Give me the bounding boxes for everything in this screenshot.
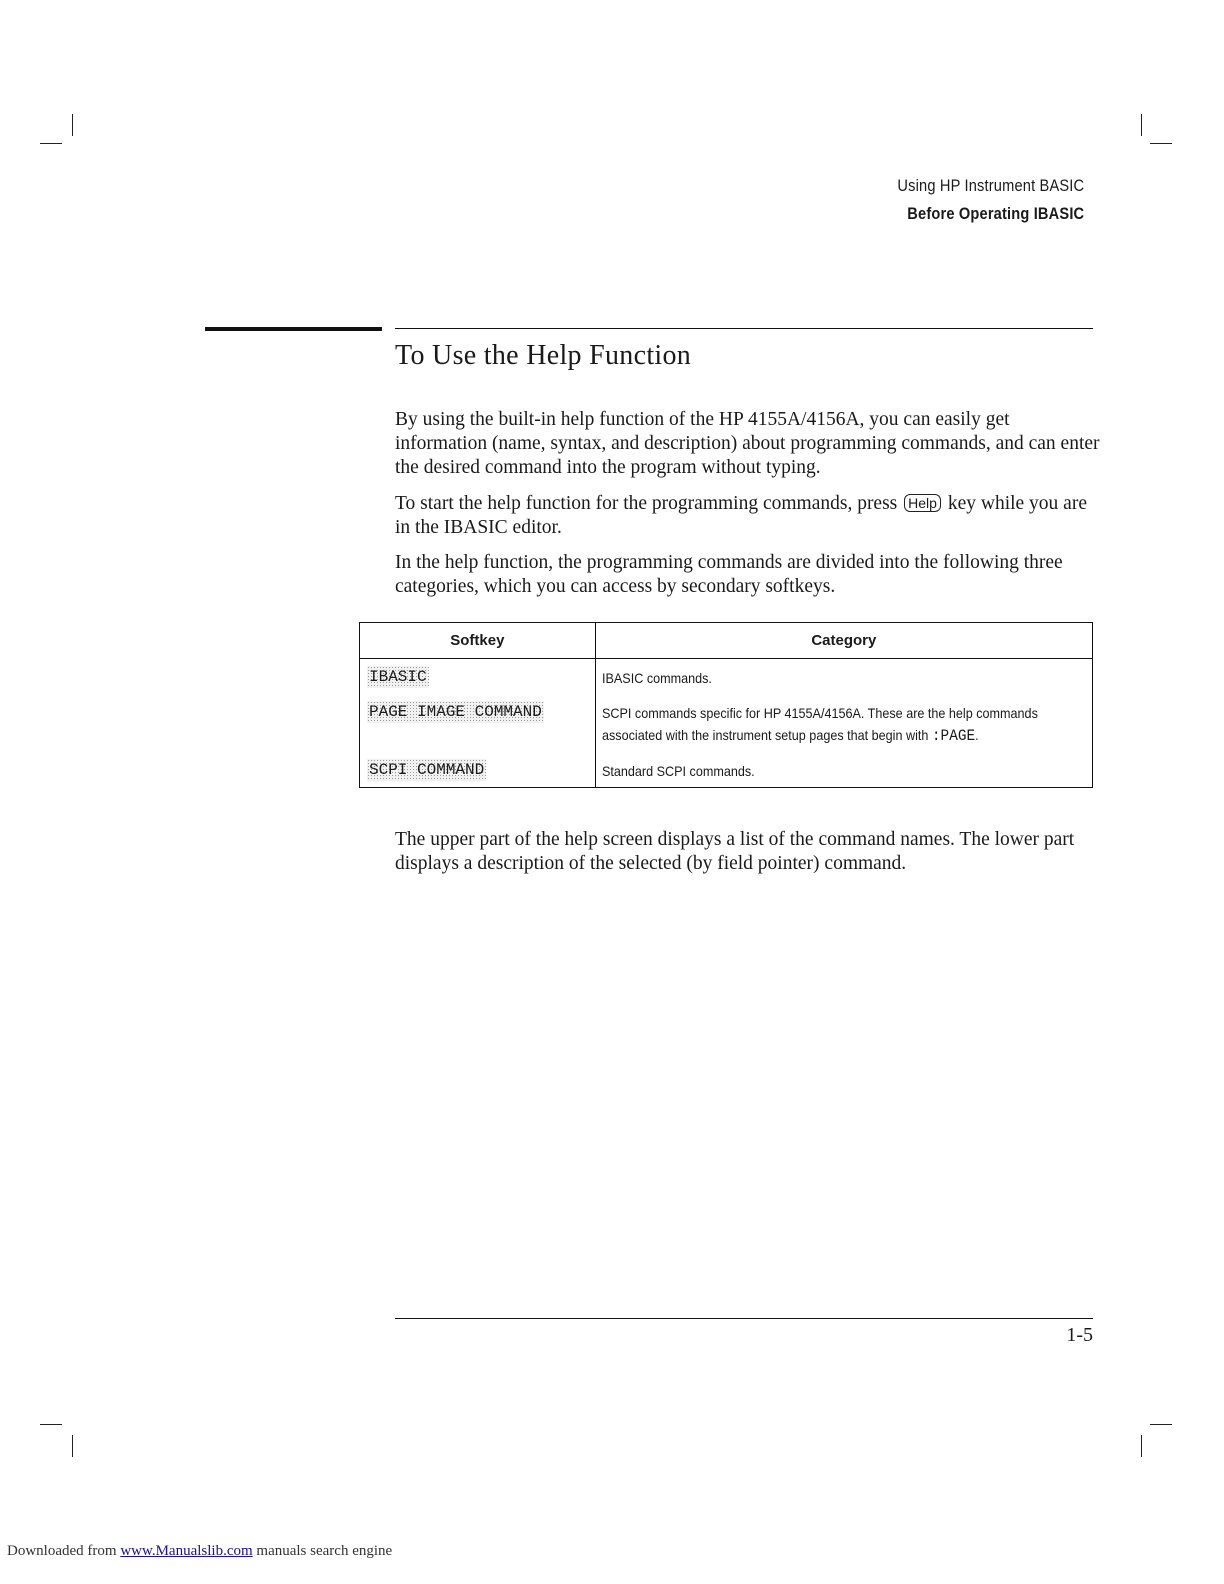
category-text: SCPI commands specific for HP 4155A/4156A. These are the help commands: [601, 704, 1038, 721]
footer-suffix: manuals search engine: [256, 1543, 393, 1559]
category-text-end: .: [974, 726, 979, 743]
crop-mark: [72, 114, 73, 136]
download-footer: [7, 1543, 392, 1560]
category-cell: [595, 694, 1092, 752]
category-text-part: associated with the instrument setup pages that begin with: [601, 726, 929, 743]
table-row: [360, 694, 1093, 752]
page-title: To Use the Help Function: [395, 340, 692, 371]
softkey-scpi-command: SCPI COMMAND: [369, 761, 485, 780]
manualslib-link[interactable]: www.Manualslib.com: [120, 1543, 253, 1559]
crop-mark: [72, 1435, 73, 1457]
footer-rule: [395, 1318, 1093, 1319]
category-code: :PAGE: [931, 726, 975, 745]
category-cell: [595, 659, 1092, 694]
table-row: [360, 659, 1093, 694]
crop-mark: [1141, 1435, 1142, 1457]
help-key-icon: Help: [904, 494, 941, 512]
softkey-page-image-command: PAGE IMAGE COMMAND: [369, 702, 542, 721]
softkey-cell: [360, 659, 596, 694]
section-rule-thin: [395, 328, 1093, 329]
table-header-softkey: Softkey: [360, 623, 596, 659]
category-text: Standard SCPI commands.: [601, 763, 755, 780]
running-head: [867, 172, 1084, 228]
section-title: Before Operating IBASIC: [907, 204, 1084, 223]
crop-mark: [1141, 114, 1142, 136]
category-cell: [595, 752, 1092, 787]
start-help-text-end: key while you are in the IBASIC editor.: [395, 493, 1087, 538]
chapter-title: Using HP Instrument BASIC: [897, 176, 1084, 195]
softkey-category-table: [359, 622, 1093, 788]
category-text-line2: [602, 724, 979, 747]
crop-mark: [1150, 143, 1172, 144]
crop-mark: [40, 1424, 62, 1425]
start-help-text: To start the help function for the programming commands, press: [395, 493, 898, 514]
start-help-paragraph: [395, 492, 1105, 540]
softkey-cell: [360, 752, 596, 787]
table-header-row: [360, 623, 1093, 659]
footer-prefix: Downloaded from: [7, 1543, 117, 1559]
table-header-category: Category: [595, 623, 1092, 659]
crop-mark: [1150, 1424, 1172, 1425]
softkey-cell: [360, 694, 596, 752]
category-text: IBASIC commands.: [601, 670, 712, 686]
categories-paragraph: In the help function, the programming commands are divided into the following three categories, which you can access by secondary softkeys.: [395, 552, 1063, 597]
softkey-ibasic: IBASIC: [369, 668, 427, 686]
page-number: 1-5: [1066, 1324, 1093, 1346]
table-row: [360, 752, 1093, 787]
crop-mark: [40, 143, 62, 144]
section-rule-thick: [205, 327, 382, 331]
help-screen-paragraph: The upper part of the help screen displays a list of the command names. The lower part displays a description of the selected (by field pointer) command.: [395, 829, 1075, 874]
intro-paragraph: By using the built-in help function of the HP 4155A/4156A, you can easily get information (name, syntax, and description) about programming commands, and can enter the desired command into the program without typing.: [395, 409, 1100, 478]
